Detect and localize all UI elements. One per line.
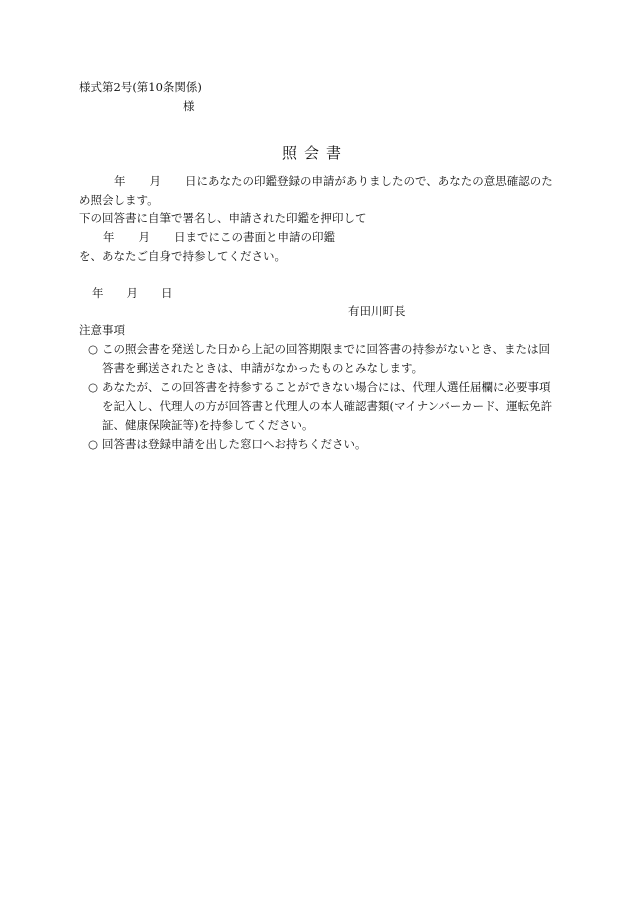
paragraph-bring: を、あなたご自身で持参してください。 <box>79 249 286 263</box>
paragraph-deadline <box>103 228 335 247</box>
issuer: 有田川町長 <box>348 304 406 318</box>
date-year: 年 <box>92 286 104 300</box>
paragraph-instructions: 下の回答書に自筆で署名し、申請された印鑑を押印して <box>79 211 367 225</box>
addressee-suffix: 様 <box>183 99 195 113</box>
circle-bullet-icon: ○ <box>88 437 99 451</box>
deadline-month-label: 月 <box>138 230 150 244</box>
note-item <box>88 378 558 435</box>
circle-bullet-icon: ○ <box>88 342 99 356</box>
document-title: 照会書 <box>281 144 348 162</box>
note-item <box>88 340 558 378</box>
deadline-year-label: 年 <box>103 230 115 244</box>
date-month: 月 <box>126 286 138 300</box>
note-text: この照会書を発送した日から上記の回答期限までに回答書の持参がないとき、または回答書を郵送されたときは、申請がなかったものとみなします。 <box>102 342 551 375</box>
paragraph-inquiry <box>79 172 559 210</box>
paragraph-inquiry-text: 日にあなたの印鑑登録の申請がありましたので、あなたの意思確認のため照会します。 <box>79 174 553 207</box>
month-label: 月 <box>149 174 161 188</box>
notes-list <box>88 340 558 454</box>
notes-heading: 注意事項 <box>79 323 125 337</box>
form-number: 様式第2号(第10条関係) <box>79 80 202 94</box>
date-line <box>92 284 173 303</box>
note-item <box>88 435 558 454</box>
note-text: 回答書は登録申請を出した窓口へお持ちください。 <box>102 437 367 451</box>
note-text: あなたが、この回答書を持参することができない場合には、代理人選任届欄に必要事項を記入し、代理人の方が回答書と代理人の本人確認書類(マイナンバーカード、運転免許証、健康保険証等)を持参してください。 <box>102 380 553 432</box>
circle-bullet-icon: ○ <box>88 380 99 394</box>
year-label: 年 <box>114 174 126 188</box>
date-day: 日 <box>161 286 173 300</box>
deadline-text: 日までにこの書面と申請の印鑑 <box>174 230 335 244</box>
